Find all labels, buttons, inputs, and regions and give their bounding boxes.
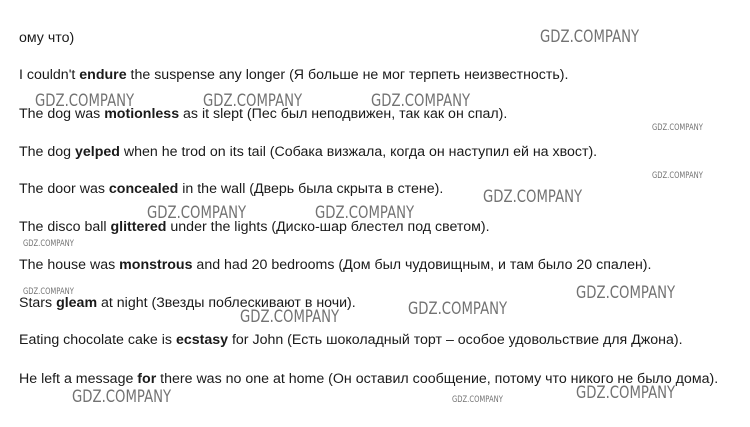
vocab-word: ecstasy: [175, 332, 229, 348]
line-text: when he trod on its tail (Собака визжала, когда он наступил ей на хвост).: [119, 144, 598, 160]
line-text: Eating chocolate cake is: [19, 332, 176, 348]
watermark: GDZ.COMPANY: [576, 283, 676, 303]
watermark: GDZ.COMPANY: [452, 395, 503, 405]
vocab-word: gleam: [56, 295, 98, 311]
watermark: GDZ.COMPANY: [483, 187, 583, 207]
line-text: there was no one at home (Он оставил сообщение, потому что никого не было дома).: [156, 371, 719, 387]
text-line: [19, 66, 738, 85]
line-text: He left a message: [19, 371, 138, 387]
line-text: Stars: [19, 295, 57, 311]
text-line: [19, 256, 738, 275]
watermark: GDZ.COMPANY: [35, 91, 135, 111]
text-line: [19, 180, 738, 199]
watermark: GDZ.COMPANY: [576, 383, 676, 403]
watermark: GDZ.COMPANY: [203, 91, 303, 111]
vocab-word: for: [137, 371, 157, 387]
watermark: GDZ.COMPANY: [23, 239, 74, 249]
line-text: I couldn't: [19, 67, 80, 83]
vocab-word: motionless: [104, 106, 180, 122]
text-line: [19, 331, 738, 350]
watermark: GDZ.COMPANY: [240, 307, 340, 327]
line-text: for John (Есть шоколадный торт – особое удовольствие для Джона).: [228, 332, 683, 348]
watermark: GDZ.COMPANY: [540, 27, 640, 47]
watermark: GDZ.COMPANY: [652, 171, 703, 181]
line-text: in the wall (Дверь была скрыта в стене).: [178, 181, 444, 197]
line-text: The disco ball: [19, 219, 111, 235]
text-line: [19, 143, 738, 162]
vocab-word: monstrous: [119, 257, 193, 273]
vocab-word: yelped: [75, 144, 120, 160]
line-text: ому что): [19, 30, 75, 46]
watermark: GDZ.COMPANY: [23, 287, 74, 297]
line-text: as it slept (Пес был неподвижен, так как он спал).: [179, 106, 508, 122]
line-text: under the lights (Диско-шар блестел под светом).: [166, 219, 490, 235]
line-text: The house was: [19, 257, 120, 273]
vocab-word: glittered: [110, 219, 167, 235]
line-text: The dog was: [19, 106, 105, 122]
line-text: at night (Звезды поблескивают в ночи).: [97, 295, 356, 311]
line-text: the suspense any longer (Я больше не мог терпеть неизвестность).: [126, 67, 569, 83]
vocab-word: endure: [79, 67, 127, 83]
watermark: GDZ.COMPANY: [371, 91, 471, 111]
line-text: The dog: [19, 144, 76, 160]
watermark: GDZ.COMPANY: [147, 203, 247, 223]
watermark: GDZ.COMPANY: [72, 387, 172, 407]
watermark: GDZ.COMPANY: [408, 299, 508, 319]
line-text: and had 20 bedrooms (Дом был чудовищным, и там было 20 спален).: [192, 257, 652, 273]
watermark: GDZ.COMPANY: [652, 123, 703, 133]
line-text: The door was: [19, 181, 109, 197]
vocab-word: concealed: [108, 181, 179, 197]
watermark: GDZ.COMPANY: [315, 203, 415, 223]
